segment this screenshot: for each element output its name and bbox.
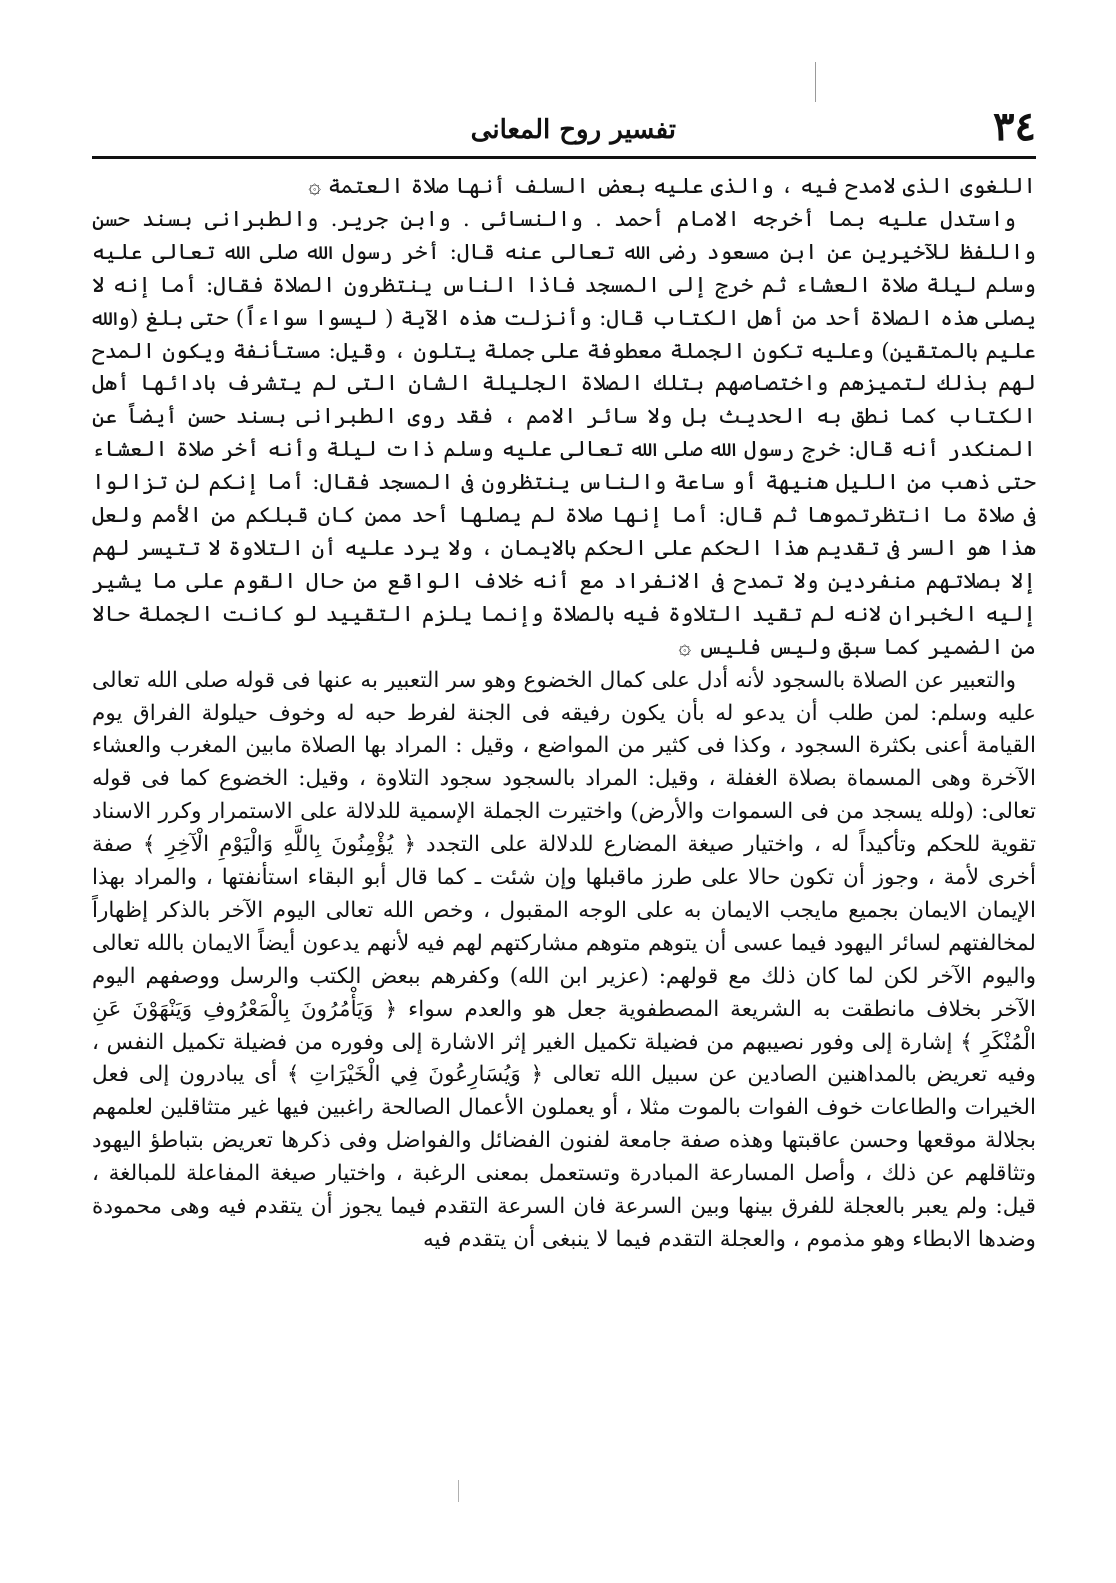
book-page: [92, 104, 1036, 1257]
paragraph-2: واستدل عليه بما أخرجه الامام أحمد . والنسائى . وابن جرير. والطبرانى بسند حسن واللفظ للآخيرين عن ابن مسعود رضى الله تعالى عنه قال: أخر رسول الله صلى الله تعالى عليه وسلم ليلة صلاة العشاء ثم خرج إلى المسجد فاذا الناس ينتظرون الصلاة فقال: أما إنه لا يصلى هذه الصلاة أحد من أهل الكتاب قال: وأنزلت هذه الآية ( ليسوا سواءاً) حتى بلغ (والله عليم بالمتقين) وعليه تكون الجملة معطوفة على جملة يتلون ، وقيل: مستأنفة ويكون المدح لهم بذلك لتميزهم واختصاصهم بتلك الصلاة الجليلة الشان التى لم يتشرف بادائها أهل الكتاب كما نطق به الحديث بل ولا سائر الامم ، فقد روى الطبرانى بسند حسن أيضاً عن المنكدر أنه قال: خرج رسول الله صلى الله تعالى عليه وسلم ذات ليلة وأنه أخر صلاة العشاء حتى ذهب من الليل هنيهة أو ساعة والناس ينتظرون فى المسجد فقال: أما إنكم لن تزالوا فى صلاة ما انتظرتموها ثم قال: أما إنها صلاة لم يصلها أحد ممن كان قبلكم من الأمم ولعل هذا هو السر فى تقديم هذا الحكم على الحكم بالايمان ، ولا يرد عليه أن التلاوة لا تتيسر لهم إلا بصلاتهم منفردين ولا تمدح فى الانفراد مع أنه خلاف الواقع من حال القوم على ما يشير إليه الخبران لانه لم تقيد التلاوة فيه بالصلاة وإنما يلزم التقييد لو كانت الجملة حالا من الضمير كما سبق وليس فليس ۞: [92, 206, 1036, 660]
page-number: ٣٤: [993, 103, 1036, 150]
running-head: [92, 104, 1036, 154]
running-title: تفسير روح المعانى: [470, 115, 676, 145]
scan-mark-bottom: [458, 1480, 459, 1502]
scan-mark-top: [815, 62, 816, 102]
body-text: [92, 171, 1036, 1257]
paragraph-1: اللغوى الذى لامدح فيه ، والذى عليه بعض السلف أنها صلاة العتمة ۞: [308, 174, 1036, 199]
paragraph-3: والتعبير عن الصلاة بالسجود لأنه أدل على كمال الخضوع وهو سر التعبير به عنها فى قوله صلى الله تعالى عليه وسلم: لمن طلب أن يدعو له بأن يكون رفيقه فى الجنة لفرط حبه له وخوف حيلولة الفراق يوم القيامة أعنى بكثرة السجود ، وكذا فى كثير من المواضع ، وقيل : المراد بها الصلاة مابين المغرب والعشاء الآخرة وهى المسماة بصلاة الغفلة ، وقيل: المراد بالسجود سجود التلاوة ، وقيل: الخضوع كما فى قوله تعالى: (ولله يسجد من فى السموات والأرض) واختيرت الجملة الإسمية للدلالة على الاستمرار وكرر الاسناد تقوية للحكم وتأكيداً له ، واختيار صيغة المضارع للدلالة على التجدد ﴿ يُؤْمِنُونَ بِاللَّهِ وَالْيَوْمِ الْآخِرِ ﴾ صفة أخرى لأمة ، وجوز أن تكون حالا على طرز ماقبلها وإن شئت ـ كما قال أبو البقاء استأنفتها ، والمراد بهذا الإيمان الايمان بجميع مايجب الايمان به على الوجه المقبول ، وخص الله تعالى اليوم الآخر بالذكر إظهاراً لمخالفتهم لسائر اليهود فيما عسى أن يتوهم متوهم مشاركتهم لهم فيه لأنهم يدعون أيضاً الايمان بالله تعالى واليوم الآخر لكن لما كان ذلك مع قولهم: (عزير ابن الله) وكفرهم ببعض الكتب والرسل ووصفهم اليوم الآخر بخلاف مانطقت به الشريعة المصطفوية جعل هو والعدم سواء ﴿ وَيَأْمُرُونَ بِالْمَعْرُوفِ وَيَنْهَوْنَ عَنِ الْمُنْكَرِ ﴾ إشارة إلى وفور نصيبهم من فضيلة تكميل الغير إثر الاشارة إلى وفوره من فضيلة تكميل النفس ، وفيه تعريض بالمداهنين الصادين عن سبيل الله تعالى ﴿ وَيُسَارِعُونَ فِي الْخَيْرَاتِ ﴾ أى يبادرون إلى فعل الخيرات والطاعات خوف الفوات بالموت مثلا ، أو يعملون الأعمال الصالحة راغبين فيها غير متثاقلين لعلمهم بجلالة موقعها وحسن عاقبتها وهذه صفة جامعة لفنون الفضائل والفواضل وفى ذكرها تعريض بتباطؤ اليهود وتثاقلهم عن ذلك ، وأصل المسارعة المبادرة وتستعمل بمعنى الرغبة ، واختيار صيغة المفاعلة للمبالغة ، قيل: ولم يعبر بالعجلة للفرق بينها وبين السرعة فان السرعة التقدم فيما يجوز أن يتقدم فيه وهى محمودة وضدها الابطاء وهو مذموم ، والعجلة التقدم فيما لا ينبغى أن يتقدم فيه: [92, 667, 1036, 1252]
header-rule: [92, 156, 1036, 159]
